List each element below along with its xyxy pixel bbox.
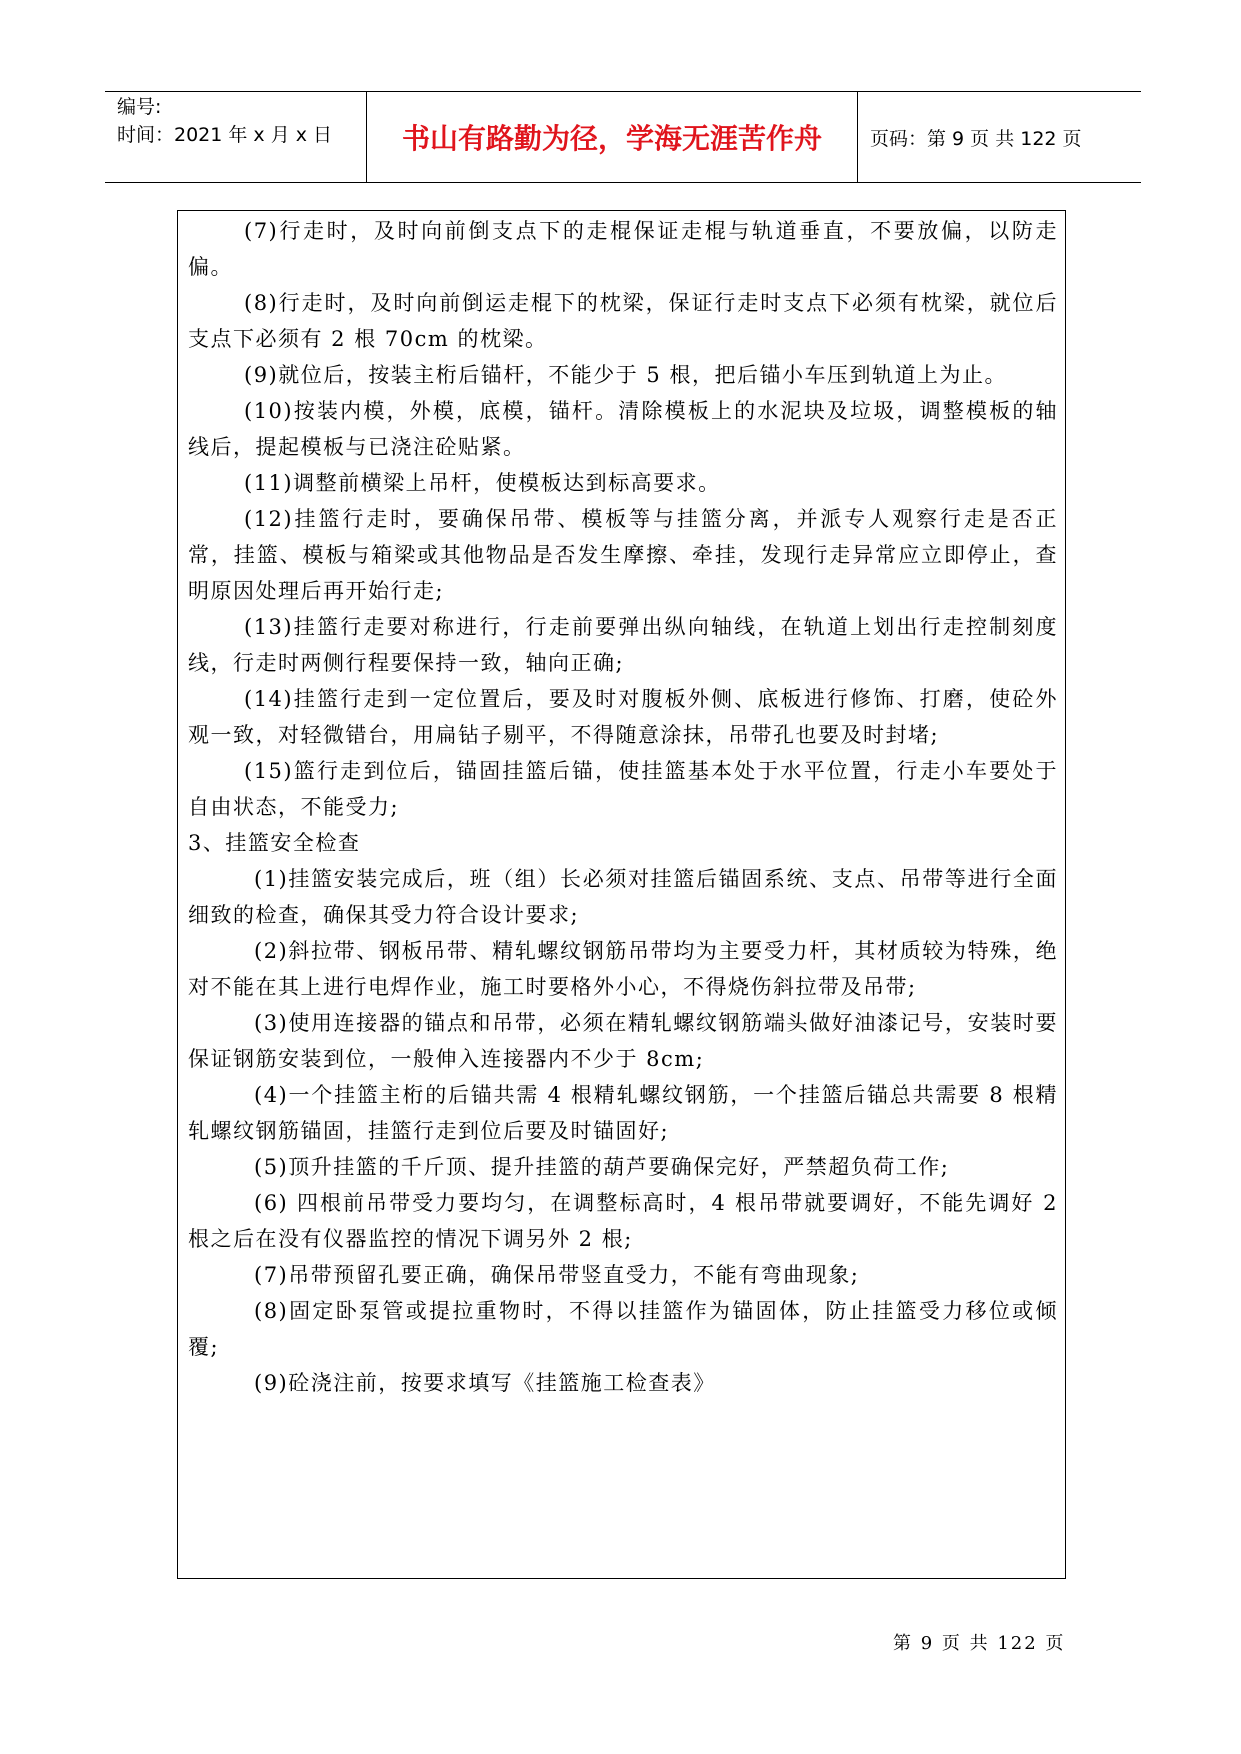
safety-item-3: (3)使用连接器的锚点和吊带，必须在精轧螺纹钢筋端头做好油漆记号，安装时要保证钢筋安装到位，一般伸入连接器内不少于 8cm; — [188, 1011, 1058, 1071]
paragraph-step-7: (7)行走时，及时向前倒支点下的走棍保证走棍与轨道垂直，不要放偏，以防走偏。 — [188, 219, 1058, 279]
section-heading-3: 3、挂篮安全检查 — [188, 831, 361, 855]
page-footer: 第 9 页 共 122 页 — [893, 1633, 1066, 1654]
safety-item-5: (5)顶升挂篮的千斤顶、提升挂篮的葫芦要确保完好，严禁超负荷工作; — [254, 1155, 950, 1179]
safety-item-7: (7)吊带预留孔要正确，确保吊带竖直受力，不能有弯曲现象; — [254, 1263, 860, 1287]
safety-item-2: (2)斜拉带、钢板吊带、精轧螺纹钢筋吊带均为主要受力杆，其材质较为特殊，绝对不能在其上进行电焊作业，施工时要格外小心，不得烧伤斜拉带及吊带; — [188, 939, 1058, 999]
header-divider-left — [366, 91, 367, 183]
document-body — [188, 213, 1058, 1401]
document-date: 时间：2021 年 x 月 x 日 — [117, 124, 333, 146]
paragraph-step-9: (9)就位后，按装主桁后锚杆，不能少于 5 根，把后锚小车压到轨道上为止。 — [244, 363, 1007, 387]
paragraph-step-12: (12)挂篮行走时，要确保吊带、模板等与挂篮分离，并派专人观察行走是否正常，挂篮、模板与箱梁或其他物品是否发生摩擦、牵挂，发现行走异常应立即停止，查明原因处理后再开始行走; — [188, 507, 1058, 603]
header-motto: 书山有路勤为径，学海无涯苦作舟 — [401, 122, 822, 155]
safety-item-1: (1)挂篮安装完成后，班（组）长必须对挂篮后锚固系统、支点、吊带等进行全面细致的检查，确保其受力符合设计要求; — [188, 867, 1058, 927]
safety-item-9: (9)砼浇注前，按要求填写《挂篮施工检查表》 — [254, 1371, 716, 1395]
header-top-rule — [105, 91, 1141, 92]
paragraph-step-15: (15)篮行走到位后，锚固挂篮后锚，使挂篮基本处于水平位置，行走小车要处于自由状态，不能受力; — [188, 759, 1058, 819]
header-divider-right — [857, 91, 858, 183]
header-meta — [117, 93, 332, 149]
document-number-label: 编号: — [117, 96, 162, 118]
paragraph-step-11: (11)调整前横梁上吊杆，使模板达到标高要求。 — [244, 471, 721, 495]
paragraph-step-13: (13)挂篮行走要对称进行，行走前要弹出纵向轴线，在轨道上划出行走控制刻度线，行走时两侧行程要保持一致，轴向正确; — [188, 615, 1058, 675]
header-bottom-rule — [105, 182, 1141, 183]
safety-item-6: (6) 四根前吊带受力要均匀，在调整标高时，4 根吊带就要调好，不能先调好 2 根之后在没有仪器监控的情况下调另外 2 根; — [188, 1191, 1058, 1251]
paragraph-step-14: (14)挂篮行走到一定位置后，要及时对腹板外侧、底板进行修饰、打磨，使砼外观一致，对轻微错台，用扁钻子剔平，不得随意涂抹，吊带孔也要及时封堵; — [188, 687, 1058, 747]
paragraph-step-10: (10)按装内模，外模，底模，锚杆。清除模板上的水泥块及垃圾，调整模板的轴线后，提起模板与已浇注砼贴紧。 — [188, 399, 1058, 459]
safety-item-4: (4)一个挂篮主桁的后锚共需 4 根精轧螺纹钢筋，一个挂篮后锚总共需要 8 根精轧螺纹钢筋锚固，挂篮行走到位后要及时锚固好; — [188, 1083, 1058, 1143]
paragraph-step-8: (8)行走时，及时向前倒运走棍下的枕梁，保证行走时支点下必须有枕梁，就位后支点下必须有 2 根 70cm 的枕梁。 — [188, 291, 1058, 351]
safety-item-8: (8)固定卧泵管或提拉重物时，不得以挂篮作为锚固体，防止挂篮受力移位或倾覆; — [188, 1299, 1058, 1359]
header-page-info: 页码：第 9 页 共 122 页 — [870, 128, 1082, 150]
